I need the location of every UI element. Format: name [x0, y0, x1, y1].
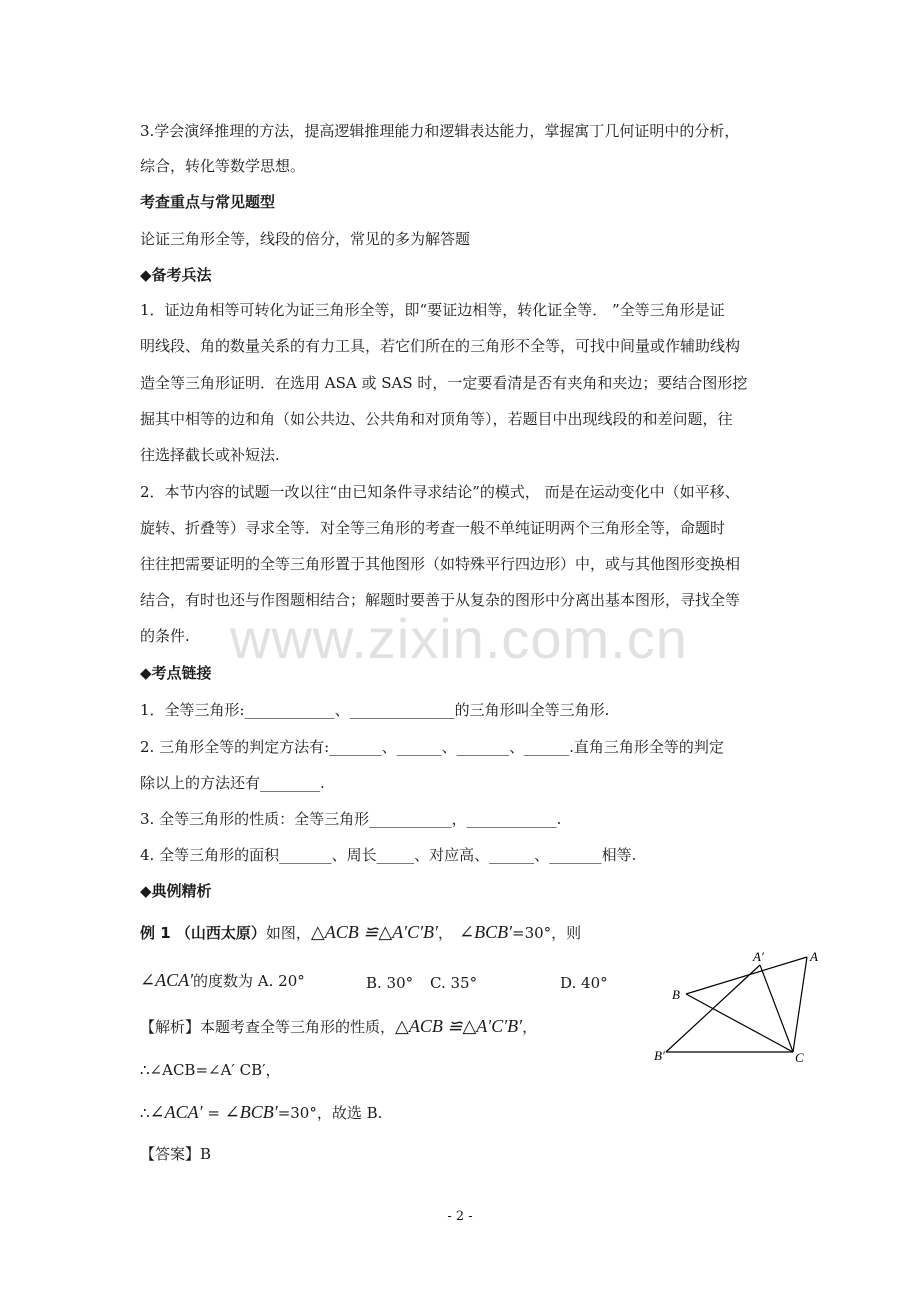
- strategy-p2-line: 2．本节内容的试题一改以往“由已知条件寻求结论”的模式， 而是在运动变化中（如平移、: [140, 483, 740, 501]
- example1-option-d: D. 40°: [560, 974, 608, 992]
- focus-text: 论证三角形全等，线段的倍分，常见的多为解答题: [140, 230, 471, 248]
- strategy-p1-line: 明线段、角的数量关系的有力工具，若它们所在的三角形不全等，可找中间量或作辅助线构: [140, 337, 741, 355]
- analysis-text: 本题考查全等三角形的性质，: [200, 1018, 396, 1036]
- example1-option-b: B. 30°: [366, 974, 414, 992]
- links-item: 1．全等三角形:____________、______________的三角形叫全等三角形.: [140, 701, 610, 719]
- analysis-end: ，: [522, 1018, 538, 1036]
- analysis-line: [140, 1016, 537, 1037]
- step2-eq: =: [202, 1104, 225, 1122]
- answer-value: B: [200, 1145, 212, 1163]
- intro-item3-line1: 3.学会演绎推理的方法，提高逻辑推理能力和逻辑表达能力，掌握寓丁几何证明中的分析，: [140, 122, 740, 140]
- analysis-step1: ∴∠ACB=∠A′ CB′，: [140, 1061, 281, 1079]
- example1-angle-aca: ∠ACA′: [140, 970, 194, 990]
- strategy-p2-line: 往往把需要证明的全等三角形置于其他图形（如特殊平行四边形）中，或与其他图形变换相: [140, 555, 741, 573]
- label-a-prime: A′: [753, 949, 764, 964]
- segment-a-c: [793, 957, 807, 1052]
- focus-heading: 考查重点与常见题型: [140, 193, 276, 211]
- label-b: B: [672, 987, 680, 1002]
- segment-b-a: [686, 957, 807, 994]
- example1-text-a: 如图，: [265, 924, 311, 942]
- segment-b-c: [686, 994, 793, 1052]
- watermark: www.zixin.com.cn: [230, 607, 688, 670]
- answer-line: [140, 1144, 211, 1164]
- step2-text: =30°，故选 B.: [277, 1104, 383, 1122]
- step2-angle-aca: ∠ACA′: [149, 1102, 203, 1122]
- links-item: 4. 全等三角形的面积_______、周长_____、对应高、______、_______相等.: [140, 846, 637, 864]
- links-heading: ◆考点链接: [140, 664, 212, 682]
- intro-item3-line2: 综合，转化等数学思想。: [140, 157, 306, 175]
- example1-line2: [140, 970, 305, 991]
- strategy-p2-line: 的条件.: [140, 627, 190, 645]
- therefore-symbol: ∴: [140, 1104, 150, 1122]
- example1-line1: [140, 922, 581, 943]
- links-item: 2. 三角形全等的判定方法有:_______、______、_______、______.直角三角形全等的判定: [140, 738, 724, 756]
- analysis-label: 【解析】: [140, 1018, 201, 1036]
- label-b-prime: B′: [654, 1048, 665, 1063]
- strategy-p1-line: 1．证边角相等可转化为证三角形全等，即“要证边相等，转化证全等． ”全等三角形是证: [140, 301, 725, 319]
- segment-bprime-aprime: [666, 965, 760, 1052]
- analysis-congruence: △ACB ≌△A′C′B′: [395, 1016, 523, 1036]
- page-number: - 2 -: [447, 1209, 473, 1224]
- strategy-p1-line: 掘其中相等的边和角（如公共边、公共角和对顶角等），若题目中出现线段的和差问题，往: [140, 410, 733, 428]
- example1-option-a: 的度数为 A. 20°: [193, 972, 305, 990]
- example1-angle-bcb: ∠BCB′: [459, 922, 513, 942]
- analysis-step2: [140, 1102, 382, 1123]
- strategy-p1-line: 往选择截长或补短法.: [140, 446, 280, 464]
- label-c: C: [795, 1050, 804, 1065]
- answer-label: 【答案】: [140, 1145, 201, 1163]
- links-item: 3. 全等三角形的性质：全等三角形___________，____________.: [140, 810, 562, 828]
- strategy-p1-line: 造全等三角形证明．在选用 ASA 或 SAS 时，一定要看清是否有夹角和夹边；要结合图形挖: [140, 374, 748, 392]
- label-a: A: [810, 949, 818, 964]
- example1-label: 例 1 （山西太原）: [140, 924, 266, 942]
- strategy-p2-line: 结合，有时也还与作图题相结合；解题时要善于从复杂的图形中分离出基本图形，寻找全等: [140, 591, 741, 609]
- triangle-figure: [648, 944, 828, 1069]
- examples-heading: ◆典例精析: [140, 882, 212, 900]
- example1-congruence: △ACB ≌△A′C′B′: [310, 922, 438, 942]
- example1-text-b: =30°，则: [512, 924, 582, 942]
- strategy-heading: ◆备考兵法: [140, 266, 212, 284]
- example1-sep: ，: [437, 924, 453, 942]
- example1-option-c: C. 35°: [430, 974, 478, 992]
- step2-angle-bcb: ∠BCB′: [224, 1102, 278, 1122]
- links-item: 除以上的方法还有________.: [140, 774, 325, 792]
- segment-aprime-c: [760, 965, 793, 1052]
- strategy-p2-line: 旋转、折叠等）寻求全等．对全等三角形的考查一般不单纯证明两个三角形全等，命题时: [140, 519, 726, 537]
